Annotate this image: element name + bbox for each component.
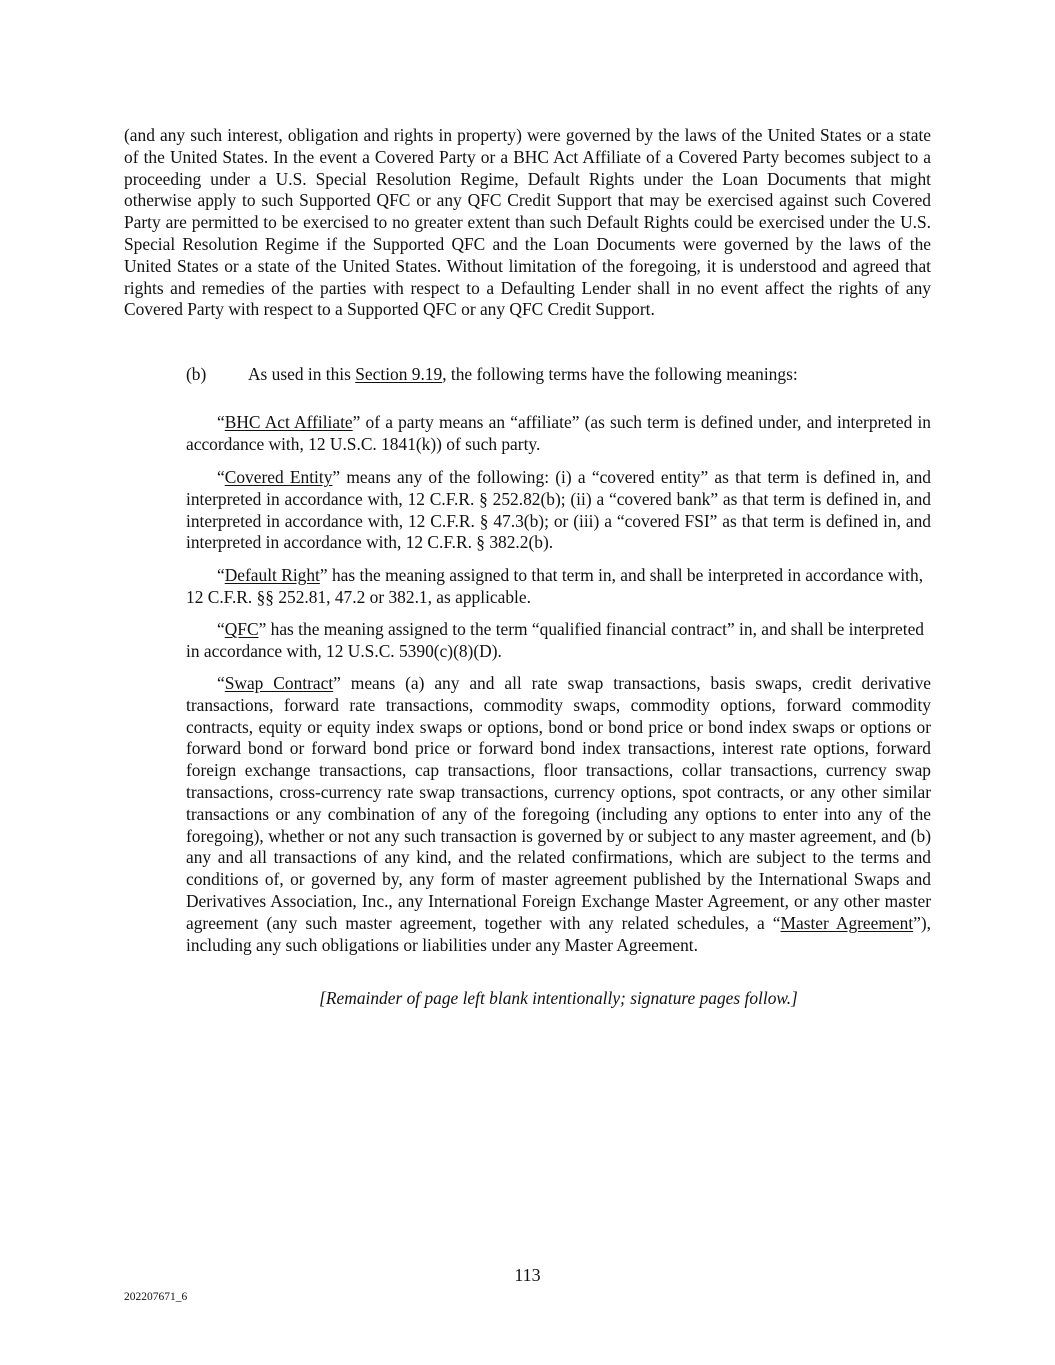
remainder-note: [Remainder of page left blank intentionally; signature pages follow.] — [319, 988, 798, 1008]
subsection-text: As used in this Section 9.19, the following terms have the following meanings: — [248, 364, 798, 384]
subsection-b — [186, 364, 931, 386]
subsection-marker: (b) — [186, 364, 207, 384]
definition-bhc-act-affiliate: “BHC Act Affiliate” of a party means an “affiliate” (as such term is defined under, and interpreted in accordance with, 12 U.S.C. 1841(k)) of such party. — [186, 412, 932, 454]
definition-default-right: “Default Right” has the meaning assigned to that term in, and shall be interpreted in accordance with, 12 C.F.R. §§ 252.81, 47.2 or 382.1, as applicable. — [186, 565, 924, 607]
definition-qfc: “QFC” has the meaning assigned to the term “qualified financial contract” in, and shall be interpreted in accordance with, 12 U.S.C. 5390(c)(8)(D). — [186, 619, 924, 661]
defined-term-master-agreement: Master Agreement — [780, 912, 914, 933]
defined-term: Swap Contract — [224, 673, 334, 693]
definition-swap-contract: “Swap Contract” means (a) any and all rate swap transactions, basis swaps, credit derivative transactions, forward rate transactions, commodity swaps, commodity options, forward commodity contracts, equity or equity index swaps or options, bond or bond price or bond index swaps or options or forward bond or forward bond price or forward bond index transactions, interest rate options, forward foreign exchange transactions, cap transactions, floor transactions, collar transactions, currency swap transactions, cross-currency rate swap transactions, currency options, spot contracts, or any other similar transactions or any combination of any of the foregoing (including any options to enter into any of the foregoing), whether or not any such transaction is governed by or subject to any master agreement, and (b) any and all transactions of any kind, and the related confirmations, which are subject to the terms and conditions of, or governed by, any form of master agreement published by the International Swaps and Derivatives Association, Inc., any International Foreign Exchange Master Agreement, or any other master agreement (any such master agreement, together with any related schedules, a “Master Agreement”), including any such obligations or liabilities under any Master Agreement. — [186, 673, 932, 955]
defined-term: QFC — [224, 619, 259, 639]
continued-paragraph: (and any such interest, obligation and rights in property) were governed by the laws of the United States or a state of the United States. In the event a Covered Party or a BHC Act Affiliate of a Covered Party becomes subject to a proceeding under a U.S. Special Resolution Regime, Default Rights under the Loan Documents that might otherwise apply to such Supported QFC or any QFC Credit Support that may be exercised against such Covered Party are permitted to be exercised to no greater extent than such Default Rights could be exercised under the U.S. Special Resolution Regime if the Supported QFC and the Loan Documents were governed by the laws of the United States or a state of the United States. Without limitation of the foregoing, it is understood and agreed that rights and remedies of the parties with respect to a Defaulting Lender shall in no event affect the rights of any Covered Party with respect to a Supported QFC or any QFC Credit Support. — [124, 125, 931, 320]
document-id: 202207671_6 — [124, 1291, 188, 1303]
section-reference: Section 9.19 — [355, 364, 443, 384]
definition-covered-entity: “Covered Entity” means any of the following: (i) a “covered entity” as that term is defined in, and interpreted in accordance with, 12 C.F.R. § 252.82(b); (ii) a “covered bank” as that term is defined in, and interpreted in accordance with, 12 C.F.R. § 47.3(b); or (iii) a “covered FSI” as that term is defined in, and interpreted in accordance with, 12 C.F.R. § 382.2(b). — [186, 467, 931, 553]
defined-term: BHC Act Affiliate — [224, 412, 353, 432]
defined-term: Default Right — [224, 565, 320, 585]
page-number: 113 — [514, 1265, 541, 1285]
defined-term: Covered Entity — [224, 467, 333, 487]
